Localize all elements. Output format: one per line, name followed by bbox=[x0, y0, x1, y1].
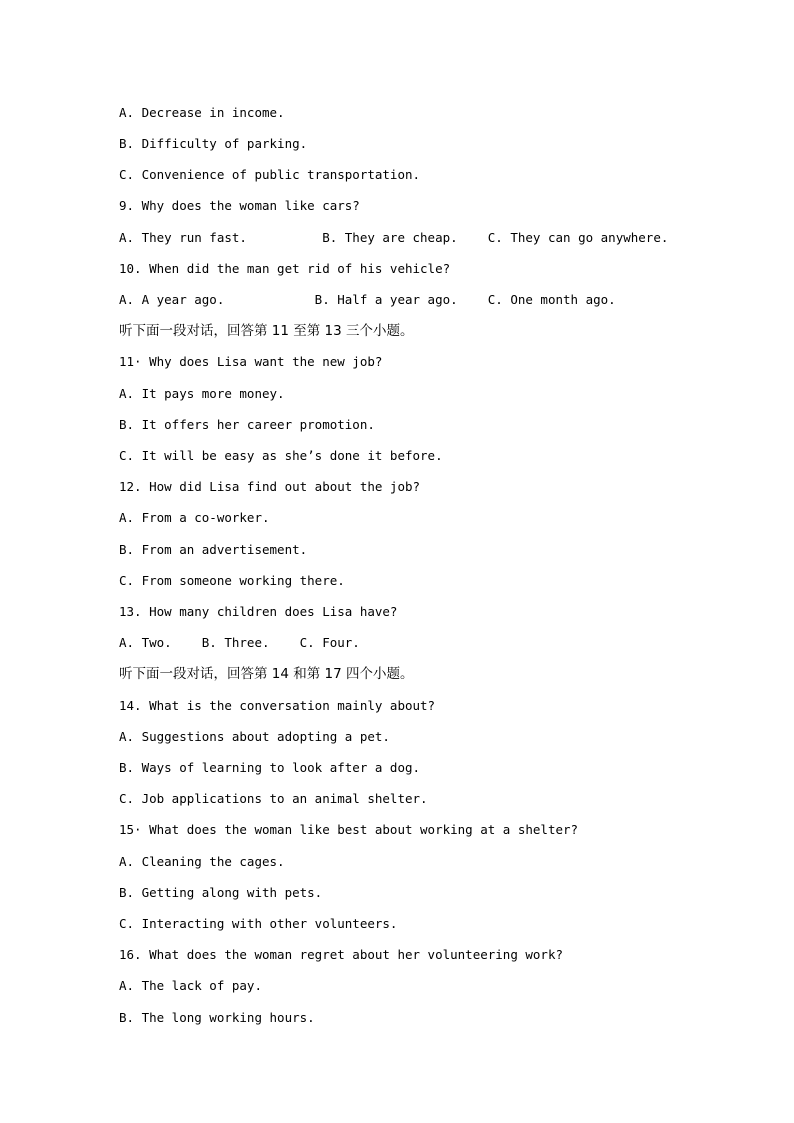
question-12: 12. How did Lisa find out about the job? bbox=[119, 479, 421, 494]
option-8b: B. Difficulty of parking. bbox=[119, 136, 308, 151]
option-15c: C. Interacting with other volunteers. bbox=[119, 916, 398, 931]
question-16: 16. What does the woman regret about her volunteering work? bbox=[119, 947, 564, 962]
option-14c: C. Job applications to an animal shelter. bbox=[119, 791, 428, 806]
option-16b: B. The long working hours. bbox=[119, 1010, 315, 1025]
option-12b: B. From an advertisement. bbox=[119, 542, 308, 557]
question-15: 15· What does the woman like best about working at a shelter? bbox=[119, 822, 579, 837]
options-10: A. A year ago. B. Half a year ago. C. One month ago. bbox=[119, 292, 616, 307]
question-11: 11· Why does Lisa want the new job? bbox=[119, 354, 383, 369]
option-14a: A. Suggestions about adopting a pet. bbox=[119, 729, 390, 744]
question-10: 10. When did the man get rid of his vehicle? bbox=[119, 261, 451, 276]
option-8a: A. Decrease in income. bbox=[119, 105, 285, 120]
options-13: A. Two. B. Three. C. Four. bbox=[119, 635, 360, 650]
option-11b: B. It offers her career promotion. bbox=[119, 417, 375, 432]
option-11c: C. It will be easy as she’s done it before. bbox=[119, 448, 443, 463]
question-13: 13. How many children does Lisa have? bbox=[119, 604, 398, 619]
question-14: 14. What is the conversation mainly about? bbox=[119, 698, 436, 713]
option-15a: A. Cleaning the cages. bbox=[119, 854, 285, 869]
section-instruction-14-17: 听下面一段对话，回答第 14 和第 17 四个小题。 bbox=[119, 666, 414, 682]
section-instruction-11-13: 听下面一段对话，回答第 11 至第 13 三个小题。 bbox=[119, 323, 414, 339]
option-8c: C. Convenience of public transportation. bbox=[119, 167, 421, 182]
option-12c: C. From someone working there. bbox=[119, 573, 345, 588]
question-9: 9. Why does the woman like cars? bbox=[119, 198, 360, 213]
option-16a: A. The lack of pay. bbox=[119, 978, 262, 993]
option-12a: A. From a co-worker. bbox=[119, 510, 270, 525]
option-15b: B. Getting along with pets. bbox=[119, 885, 323, 900]
option-14b: B. Ways of learning to look after a dog. bbox=[119, 760, 421, 775]
option-11a: A. It pays more money. bbox=[119, 386, 285, 401]
options-9: A. They run fast. B. They are cheap. C. They can go anywhere. bbox=[119, 230, 669, 245]
